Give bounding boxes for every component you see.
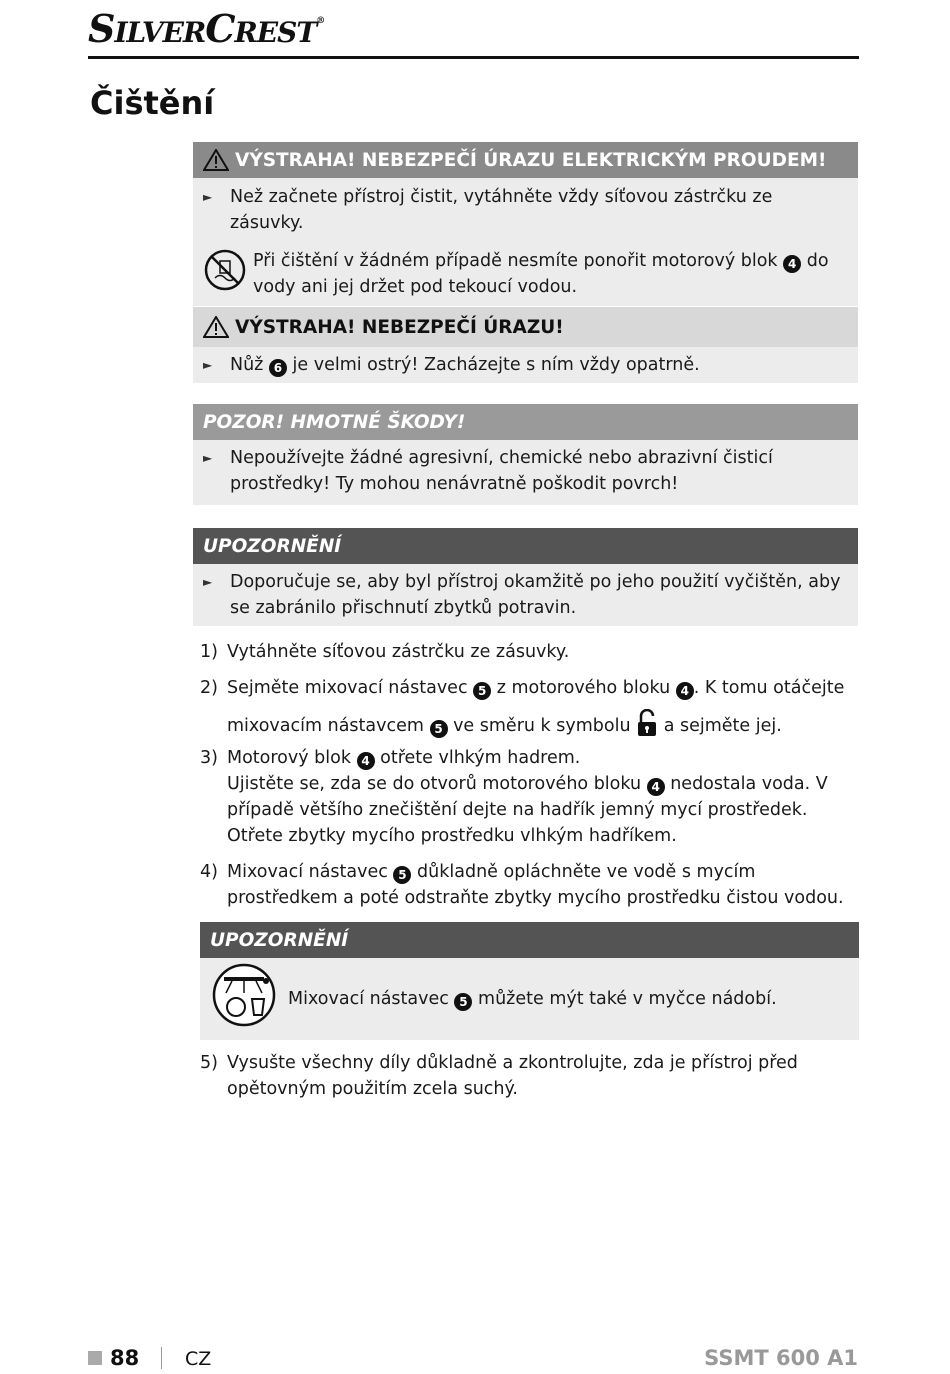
- ref-number: 6: [269, 359, 287, 377]
- list-item: ► Nepoužívejte žádné agresivní, chemické nebo abrazivní čisticí prostředky! Ty mohou nenávratně poškodit povrch!: [203, 445, 846, 497]
- list-item: ► Než začnete přístroj čistit, vytáhněte vždy síťovou zástrčku ze zásuvky.: [203, 184, 846, 236]
- brand-logo: SILVERCREST®: [88, 6, 325, 51]
- note-box: [193, 528, 858, 626]
- warning-electric-title: VÝSTRAHA! NEBEZPEČÍ ÚRAZU ELEKTRICKÝM PROUDEM!: [235, 149, 827, 171]
- note-title: UPOZORNĚNÍ: [210, 929, 349, 951]
- ref-number: 5: [393, 866, 411, 884]
- header-rule: [88, 56, 859, 59]
- ref-number: 5: [430, 720, 448, 738]
- warning-injury-header: [193, 307, 858, 347]
- footer-square: [88, 1351, 102, 1365]
- step-1: 1) Vytáhněte síťovou zástrčku ze zásuvky.: [200, 642, 570, 662]
- caution-title: POZOR! HMOTNÉ ŠKODY!: [203, 411, 466, 433]
- bullet-arrow-icon: ►: [203, 451, 213, 465]
- caution-header: [193, 404, 858, 440]
- list-item: ► Doporučuje se, aby byl přístroj okamžitě po jeho použití vyčištěn, aby se zabránilo přischnutí zbytků potravin.: [203, 569, 846, 621]
- warning-triangle-icon: [203, 316, 229, 338]
- ref-number: 4: [647, 778, 665, 796]
- list-item: Při čištění v žádném případě nesmíte ponořit motorový blok 4 do vody ani jej držet pod tekoucí vodou.: [203, 248, 846, 300]
- no-water-immersion-icon: [203, 248, 253, 300]
- step-5: 5) Vysušte všechny díly důkladně a zkontrolujte, zda je přístroj před opětovným použitím zcela suchý.: [200, 1053, 798, 1099]
- note-header: [193, 528, 858, 564]
- unlock-icon: [636, 709, 658, 745]
- warning-triangle-icon: [203, 149, 229, 171]
- footer-divider: [161, 1347, 162, 1369]
- note-title: UPOZORNĚNÍ: [203, 535, 342, 557]
- list-item: ► Nůž 6 je velmi ostrý! Zacházejte s ním vždy opatrně.: [203, 352, 846, 378]
- page-number: 88: [110, 1346, 140, 1370]
- warning-injury-title: VÝSTRAHA! NEBEZPEČÍ ÚRAZU!: [235, 316, 564, 338]
- bullet-arrow-icon: ►: [203, 190, 213, 204]
- bullet-arrow-icon: ►: [203, 575, 213, 589]
- step-2: 2) Sejměte mixovací nástavec 5 z motorového bloku 4 . K tomu otáčejte mixovacím nástavcem 5 ve směru k symbolu a sejměte jej.: [200, 675, 860, 745]
- language-code: CZ: [185, 1348, 212, 1370]
- caution-box: [193, 404, 858, 505]
- warning-electric-header: [193, 142, 858, 178]
- step-3: 3) Motorový blok 4 otřete vlhkým hadrem. Ujistěte se, zda se do otvorů motorového bloku 4 nedostala voda. V případě většího znečištění dejte na hadřík jemný mycí prostředek. Otřete zbytky mycího prostředku vlhkým hadříkem.: [200, 748, 828, 846]
- ref-number: 4: [357, 752, 375, 770]
- warning-injury-box: [193, 307, 858, 383]
- step-4: 4) Mixovací nástavec 5 důkladně opláchněte ve vodě s mycím prostředkem a poté odstraňte zbytky mycího prostředku čistou vodou.: [200, 862, 844, 908]
- model-number: SSMT 600 A1: [704, 1346, 858, 1370]
- ref-number: 5: [473, 682, 491, 700]
- ref-number: 4: [676, 682, 694, 700]
- ref-number: 5: [454, 993, 472, 1011]
- warning-electric-box: [193, 142, 858, 306]
- ref-number: 4: [783, 255, 801, 273]
- note-header: [200, 922, 859, 958]
- bullet-arrow-icon: ►: [203, 358, 213, 372]
- dishwasher-icon: [212, 963, 276, 1035]
- note-dishwasher-box: UPOZORNĚNÍ Mixovací nástavec 5 můžete mýt také v myčce nádobí.: [200, 922, 859, 1040]
- page-title: Čištění: [90, 84, 215, 122]
